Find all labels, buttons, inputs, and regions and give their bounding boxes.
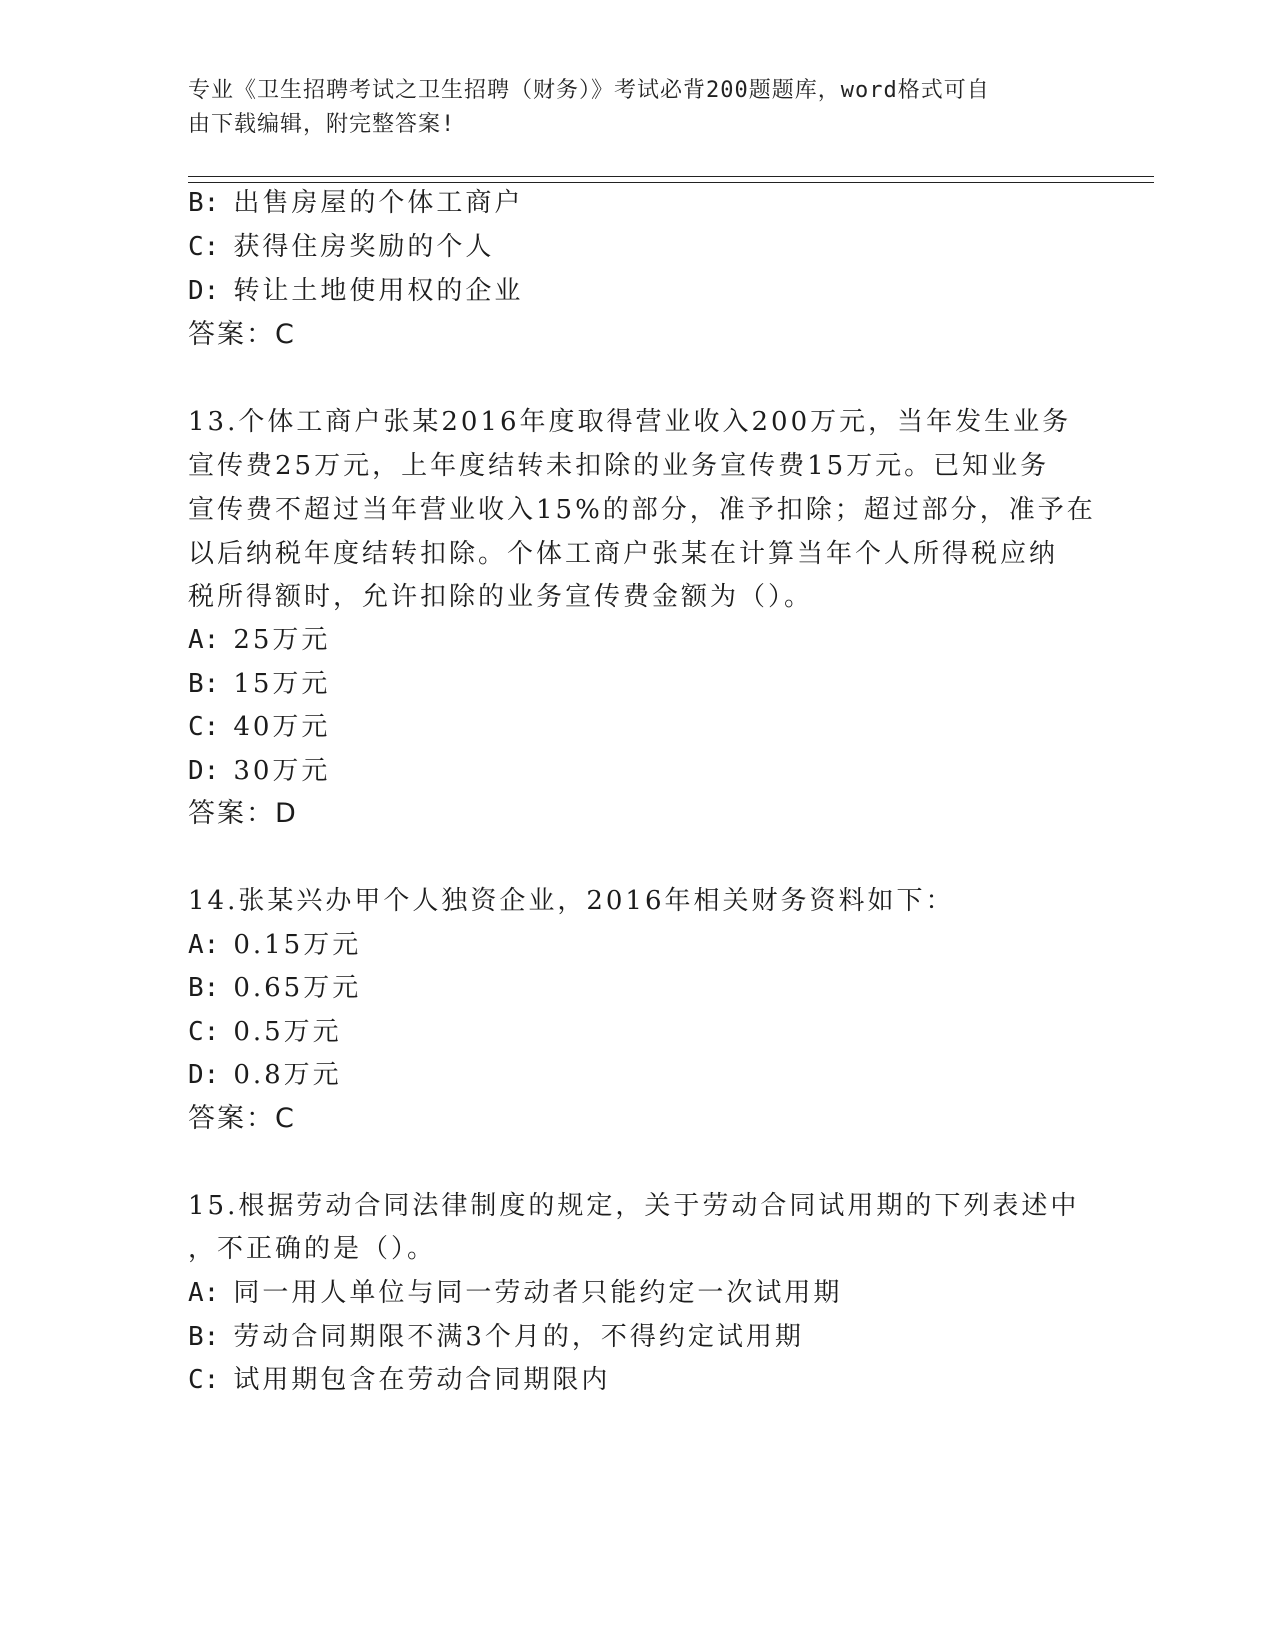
option-text: 0.8万元 bbox=[233, 1060, 342, 1090]
q12-option-d bbox=[188, 274, 523, 308]
q13-text-line-4: 以后纳税年度结转扣除。个体工商户张某在计算当年个人所得税应纳 bbox=[188, 539, 1059, 569]
q13-option-d bbox=[188, 754, 330, 788]
q14-answer: 答案：C bbox=[188, 1103, 296, 1134]
q13-option-c bbox=[188, 710, 330, 744]
q15-option-a bbox=[188, 1276, 842, 1310]
q14-option-a bbox=[188, 928, 361, 962]
q14-text-line-1: 14.张某兴办甲个人独资企业，2016年相关财务资料如下： bbox=[188, 886, 955, 916]
q12-answer: 答案：C bbox=[188, 319, 296, 350]
option-letter: C: bbox=[188, 712, 220, 742]
q13-option-a bbox=[188, 623, 330, 657]
option-text: 试用期包含在劳动合同期限内 bbox=[233, 1365, 611, 1395]
option-letter: A: bbox=[188, 625, 220, 655]
q12-option-b bbox=[188, 186, 523, 220]
option-text: 15万元 bbox=[233, 669, 331, 699]
option-letter: D: bbox=[188, 1060, 220, 1090]
q13-text-line-1: 13.个体工商户张某2016年度取得营业收入200万元，当年发生业务 bbox=[188, 407, 1072, 437]
q13-text-line-3: 宣传费不超过当年营业收入15%的部分，准予扣除；超过部分，准予在 bbox=[188, 495, 1096, 525]
option-letter: B: bbox=[188, 973, 220, 1003]
q15-option-b bbox=[188, 1320, 804, 1354]
option-letter: A: bbox=[188, 930, 220, 960]
option-letter: C: bbox=[188, 1017, 220, 1047]
option-letter: B: bbox=[188, 188, 220, 218]
header-rule-top bbox=[188, 176, 1154, 177]
option-text: 0.15万元 bbox=[233, 930, 362, 960]
q15-text-line-1: 15.根据劳动合同法律制度的规定，关于劳动合同试用期的下列表述中 bbox=[188, 1191, 1080, 1221]
header-title-line-1: 专业《卫生招聘考试之卫生招聘（财务）》考试必背200题题库，word格式可自 bbox=[188, 78, 990, 103]
q15-text-line-2: ，不正确的是（）。 bbox=[188, 1234, 437, 1264]
option-text: 0.65万元 bbox=[233, 973, 362, 1003]
option-letter: B: bbox=[188, 669, 220, 699]
option-text: 30万元 bbox=[233, 756, 331, 786]
q13-answer: 答案：D bbox=[188, 798, 298, 829]
document-header bbox=[188, 74, 1068, 142]
option-text: 获得住房奖励的个人 bbox=[233, 232, 495, 262]
q15-option-c bbox=[188, 1363, 610, 1397]
q14-option-d bbox=[188, 1058, 342, 1092]
q14-option-c bbox=[188, 1015, 342, 1049]
option-letter: D: bbox=[188, 276, 220, 306]
option-text: 出售房屋的个体工商户 bbox=[233, 188, 524, 218]
option-letter: A: bbox=[188, 1278, 220, 1308]
q13-option-b bbox=[188, 667, 330, 701]
option-text: 25万元 bbox=[233, 625, 331, 655]
q14-option-b bbox=[188, 971, 361, 1005]
option-letter: D: bbox=[188, 756, 220, 786]
option-letter: B: bbox=[188, 1322, 220, 1352]
q13-text-line-5: 税所得额时，允许扣除的业务宣传费金额为（）。 bbox=[188, 582, 814, 612]
q13-text-line-2: 宣传费25万元，上年度结转未扣除的业务宣传费15万元。已知业务 bbox=[188, 451, 1050, 481]
q12-option-c bbox=[188, 230, 494, 264]
header-rule-bottom bbox=[188, 182, 1154, 183]
header-title-line-2: 由下载编辑，附完整答案! bbox=[188, 112, 456, 137]
option-text: 40万元 bbox=[233, 712, 331, 742]
option-letter: C: bbox=[188, 232, 220, 262]
option-letter: C: bbox=[188, 1365, 220, 1395]
option-text: 0.5万元 bbox=[233, 1017, 342, 1047]
option-text: 劳动合同期限不满3个月的，不得约定试用期 bbox=[233, 1322, 804, 1352]
option-text: 同一用人单位与同一劳动者只能约定一次试用期 bbox=[233, 1278, 843, 1308]
option-text: 转让土地使用权的企业 bbox=[233, 276, 524, 306]
